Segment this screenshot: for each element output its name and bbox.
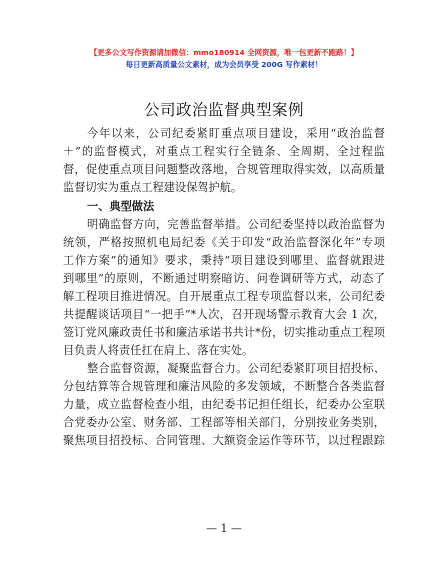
body-line: 督，促使重点项目问题整改落地，合规管理取得实效，以高质量 (63, 163, 385, 176)
body-line: 统领，严格按照机电局纪委《关于印发“政治监督深化年”专项 (63, 236, 385, 249)
body-line: 整合监督资源，凝聚监督合力。公司纪委紧盯项目招投标、 (87, 362, 385, 375)
page-number: — 1 — (206, 522, 242, 535)
body-line: 今年以来，公司纪委紧盯重点项目建设，采用“政治监督 (87, 127, 385, 140)
body-line: 解工程项目推进情况。自开展重点工程专项监督以来，公司纪委 (63, 290, 385, 303)
body-line: 签订党风廉政责任书和廉洁承诺书共计*份，切实推动重点工程项 (63, 326, 385, 339)
promo-banner-line1: 【更多公文写作资源请加微信：mmo180914 全网资源，唯一包更新不跑路！】 (89, 48, 359, 57)
body-line: 工作方案”的通知》要求，秉持“项目建设到哪里、监督就跟进 (63, 254, 385, 267)
body-line: 明确监督方向，完善监督举措。公司纪委坚持以政治监督为 (87, 218, 385, 231)
document-title: 公司政治监督典型案例 (143, 101, 304, 119)
body-line: 分包结算等合规管理和廉洁风险的多发领域，不断整合各类监督 (63, 380, 385, 393)
body-line: 共提醒谈话项目“一把手”*人次，召开现场警示教育大会 1 次， (63, 308, 385, 321)
body-line: 目负责人将责任扛在肩上、落在实处。 (63, 344, 254, 357)
promo-banner-line2: 每日更新高质量公文素材，成为会员享受 200G 写作素材！ (125, 60, 323, 69)
body-line: 合党委办公室、财务部、工程部等相关部门，分别按业务类别， (63, 416, 385, 429)
body-line: 聚焦项目招投标、合同管理、大额资金运作等环节，以过程跟踪 (63, 434, 385, 447)
body-line: 力量，成立监督检查小组，由纪委书记担任组长，纪委办公室联 (63, 398, 385, 411)
body-line: 到哪里”的原则，不断通过明察暗访、问卷调研等方式，动态了 (63, 272, 385, 285)
body-line: ＋”的监督模式，对重点工程实行全链条、全周期、全过程监 (63, 145, 385, 158)
body-line: 监督切实为重点工程建设保驾护航。 (63, 181, 243, 194)
section-heading: 一、典型做法 (87, 200, 155, 213)
